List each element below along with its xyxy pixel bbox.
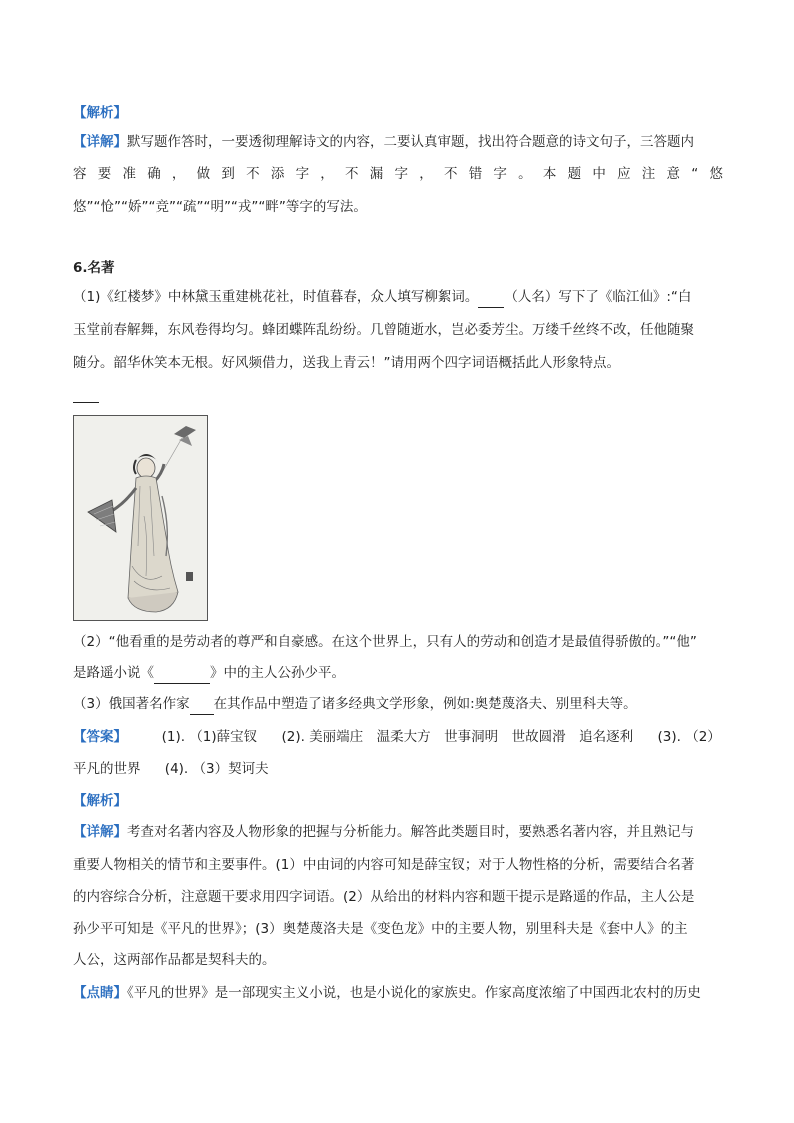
answer-text: （3）契诃夫 xyxy=(192,761,269,777)
answer-blank xyxy=(154,663,210,684)
answer-text: 平凡的世界 xyxy=(73,761,141,777)
answer-blank xyxy=(478,287,504,308)
detail-text-line: 人公，这两部作品都是契科夫的。 xyxy=(73,952,276,968)
detail-paragraph-line xyxy=(73,822,694,842)
question-text: （1)《红楼梦》中林黛玉重建桃花社，时值暮春，众人填写柳絮词。 xyxy=(73,289,479,305)
answer-text: 美丽端庄 温柔大方 世事洞明 世故圆滑 追名逐利 xyxy=(309,729,634,745)
dianjing-text: 《平凡的世界》是一部现实主义小说，也是小说化的家族史。作家高度浓缩了中国西北农村的历史 xyxy=(127,985,701,1001)
answer-number: (4). xyxy=(164,761,189,777)
question-text-line: 玉堂前春解舞，东风卷得均匀。蜂团蝶阵乱纷纷。几曾随逝水，岂必委芳尘。万缕千丝终不改，任他随聚 xyxy=(73,322,694,338)
question-text-line: 随分。韶华休笑本无根。好风频借力，送我上青云！”请用两个四字词语概括此人形象特点。 xyxy=(73,355,620,371)
detail-text: 默写题作答时，一要透彻理解诗文的内容，二要认真审题，找出符合题意的诗文句子，三答题内 xyxy=(127,134,694,150)
analysis-tag: 【解析】 xyxy=(73,793,127,809)
illustration-image xyxy=(73,415,208,621)
question-text: 在其作品中塑造了诸多经典文学形象，例如:奥楚蔑洛夫、别里科夫等。 xyxy=(213,696,637,712)
answer-line xyxy=(73,759,269,779)
dianjing-tag: 【点睛】 xyxy=(73,985,127,1001)
question-title: 6.名著 xyxy=(73,260,115,276)
question-text-line: （2）“他看重的是劳动者的尊严和自豪感。在这个世界上，只有人的劳动和创造才是最值得骄傲的。”“他” xyxy=(73,634,697,650)
question-text: （3）俄国著名作家 xyxy=(73,696,190,712)
question-text: （人名）写下了《临江仙》:“白 xyxy=(504,289,692,305)
question-text: 是路遥小说《 xyxy=(73,665,154,681)
question-text: 》中的主人公孙少平。 xyxy=(210,665,345,681)
answer-number: (1). xyxy=(161,729,186,745)
detail-tag: 【详解】 xyxy=(73,134,127,150)
answer-text: （2） xyxy=(685,729,721,745)
answer-blank xyxy=(190,694,214,715)
detail-text-line: 孙少平可知是《平凡的世界》；(3）奥楚蔑洛夫是《变色龙》中的主要人物，别里科夫是《套中人》的主 xyxy=(73,921,688,937)
detail-text-line: 悠”“怆”“娇”“竞”“疏”“明”“戎”“畔”等字的写法。 xyxy=(73,199,367,215)
detail-paragraph-line xyxy=(73,132,694,152)
analysis-tag: 【解析】 xyxy=(73,105,127,121)
answer-text: （1)薛宝钗 xyxy=(189,729,258,745)
answer-blank xyxy=(73,402,99,403)
answer-line xyxy=(73,727,723,747)
answer-tag: 【答案】 xyxy=(73,729,127,745)
dianjing-paragraph-line xyxy=(73,983,701,1003)
question-text-line xyxy=(73,287,691,308)
detail-tag: 【详解】 xyxy=(73,824,127,840)
question-text-line xyxy=(73,694,637,715)
detail-text-line: 的内容综合分析，注意题干要求用四字词语。(2）从给出的材料内容和题干提示是路遥的作品，主人公是 xyxy=(73,889,695,905)
detail-text: 考查对名著内容及人物形象的把握与分析能力。解答此类题目时，要熟悉名著内容，并且熟记与 xyxy=(127,824,694,840)
question-text-line xyxy=(73,663,345,684)
answer-number: (2). xyxy=(281,729,305,745)
answer-number: (3). xyxy=(657,729,681,745)
detail-text-line: 容要准确，做到不添字，不漏字，不错字。本题中应注意“悠 xyxy=(73,166,723,182)
detail-text-line: 重要人物相关的情节和主要事件。(1）中由词的内容可知是薛宝钗；对于人物性格的分析，需要结合名著 xyxy=(73,857,695,873)
